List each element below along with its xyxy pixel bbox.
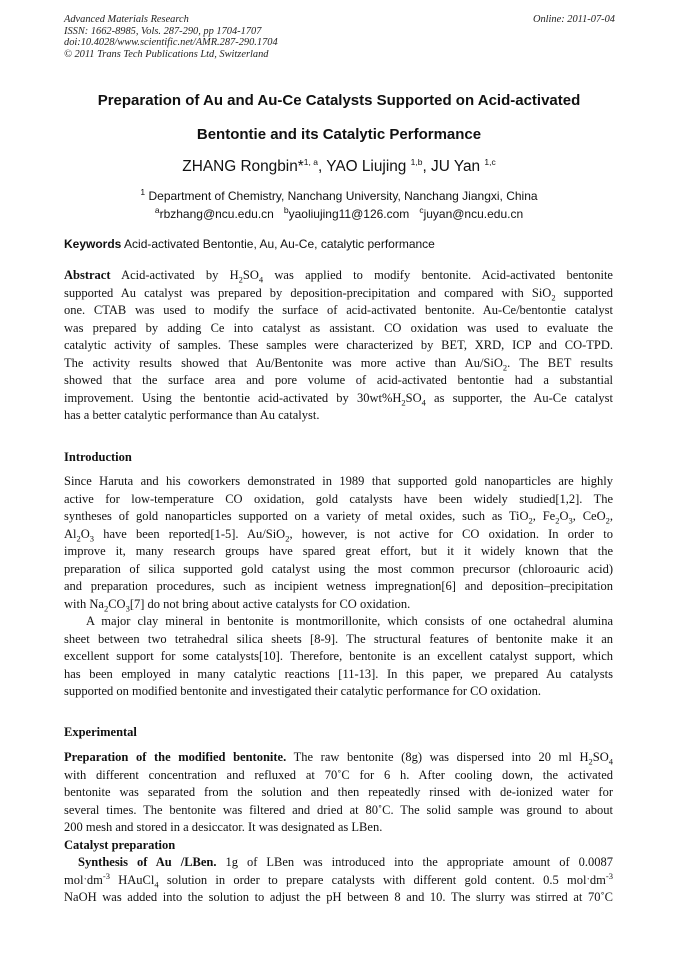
author-separator: , JU Yan bbox=[422, 158, 485, 175]
online-date: Online: 2011-07-04 bbox=[532, 14, 615, 25]
author-list bbox=[40, 158, 638, 176]
experimental-body: Preparation of the modified bentonite. The raw bentonite (8g) was dispersed into 20 ml $H_2SO_4$ with different concentration and refluxed at 70˚C for 6 h. After cooling down, the activated bentonite was separated from the solution and then repeatedly rinsed with de-ionized water for several times. The bentonite was filtered and dried at 80˚C. The solid sample was ground to about 200 mesh and stored in a desiccator. It was designated as LBen. Catalyst preparation Synthesis of Au /LBen. 1g of LBen was introduced into the appropriate amount of 0.0087 molˑdm$^{-3}$ HAuCl$_4$ solution in order to prepare catalysts with different gold content. 0.5 molˑdm$^{-3}$ NaOH was added into the solution to adjust the pH between 8 and 10. The slurry was stirred at 70˚C bbox=[64, 750, 613, 904]
journal-copyright: © 2011 Trans Tech Publications Ltd, Switzerland bbox=[64, 48, 269, 60]
abstract: Abstract Acid-activated by $H_2SO_4$ was applied to modify bentonite. Acid-activated bentonite supported Au catalyst was prepared by deposition-precipitation and compared with SiO$_2$ supported one. CTAB was used to modify the surface of acid-activated bentonite. Au-Ce/bentontie catalyst was prepared by adding Ce into catalyst as assistant. CO oxidation was used to evaluate the catalytic activity of samples. These samples were characterized by BET, XRD, ICP and CO-TPD. The activity results showed that Au/Bentonite was more active than Au/SiO$_2$. The BET results showed that the surface area and pore volume of acid-activated bentontie had a substantial improvement. Using the bentontie acid-activated by $30wt\%H_2SO_4$ as supporter, the Au-Ce catalyst has a better catalytic performance than Au catalyst. bbox=[64, 268, 613, 422]
affiliation-department: Department of Chemistry, Nanchang University, Nanchang Jiangxi, China bbox=[145, 189, 538, 203]
experimental-heading: Experimental bbox=[64, 725, 137, 739]
introduction-heading: Introduction bbox=[64, 450, 132, 464]
prep-subheading: Preparation of the modified bentonite. bbox=[64, 750, 287, 764]
author-zhang-affil: 1, a bbox=[303, 156, 318, 167]
catalyst-prep-heading: Catalyst preparation bbox=[64, 837, 176, 852]
author-separator: , YAO Liujing bbox=[317, 158, 411, 175]
author-emails: $^a$rbzhang@ncu.edu.cn $^b$yaoliujing11@126.com $^c$juyan@ncu.edu.cn bbox=[154, 205, 524, 221]
keywords-label: Keywords bbox=[64, 237, 122, 251]
abstract-label: Abstract bbox=[64, 268, 111, 282]
author-zhang: ZHANG Rongbin* bbox=[182, 158, 304, 175]
keywords bbox=[64, 237, 435, 251]
journal-doi: doi:10.4028/www.scientific.net/AMR.287-290.1704 bbox=[64, 37, 278, 49]
journal-issn: ISSN: 1662-8985, Vols. 287-290, pp 1704-1707 bbox=[64, 25, 262, 37]
email-ju: juyan@ncu.edu.cn bbox=[423, 207, 524, 221]
journal-header bbox=[64, 14, 278, 60]
paper-title-line-1: Preparation of Au and Au-Ce Catalysts Supported on Acid-activated bbox=[97, 92, 581, 109]
introduction-body: Since Haruta and his coworkers demonstrated in 1989 that supported gold nanoparticles are highly active for low-temperature CO oxidation, gold catalysts have been widely studied[1,2]. The syntheses of gold nanoparticles supported on a variety of metal oxides, such as TiO$_2$, $Fe_2O_3$, CeO$_2$, $Al_2O_3$ have been reported[1-5]. Au/SiO$_2$, however, is not active for CO oxidation. In order to improve it, many research groups have spared great effort, but it it widely known that the preparation of silica supported gold catalyst using the most common precursor (chloroauric acid) and preparation procedures, such as incipient wetness impregnation[6] and deposition–precipitation with $Na_2CO_3[7]$ do not bring about active catalysts for CO oxidation. A major clay mineral in bentonite is montmorillonite, which consists of one octahedral alumina sheet between two tetrahedral silica sheets [8-9]. The structural features of bentonite make it an excellent support for some catalysts[10]. Therefore, bentonite is an excellent catalyst support, which has been employed in many catalytic reactions [11-13]. In this paper, we prepared Au catalysts supported on modified bentonite and investigated their catalytic performance for CO oxidation. bbox=[64, 474, 613, 698]
author-ju-affil: 1,c bbox=[484, 156, 496, 167]
affiliation: $^1$ Department of Chemistry, Nanchang University, Nanchang Jiangxi, China bbox=[140, 187, 538, 203]
author-yao-affil: 1,b bbox=[410, 156, 423, 167]
keywords-text: Acid-activated Bentontie, Au, Au-Ce, catalytic performance bbox=[121, 237, 435, 251]
email-yao: yaoliujing11@126.com bbox=[288, 207, 410, 221]
journal-name: Advanced Materials Research bbox=[64, 14, 189, 25]
synthesis-subheading: Synthesis of Au /LBen. bbox=[78, 855, 217, 869]
email-zhang: rbzhang@ncu.edu.cn bbox=[159, 207, 274, 221]
paper-title-line-2: Bentontie and its Catalytic Performance bbox=[196, 126, 482, 143]
